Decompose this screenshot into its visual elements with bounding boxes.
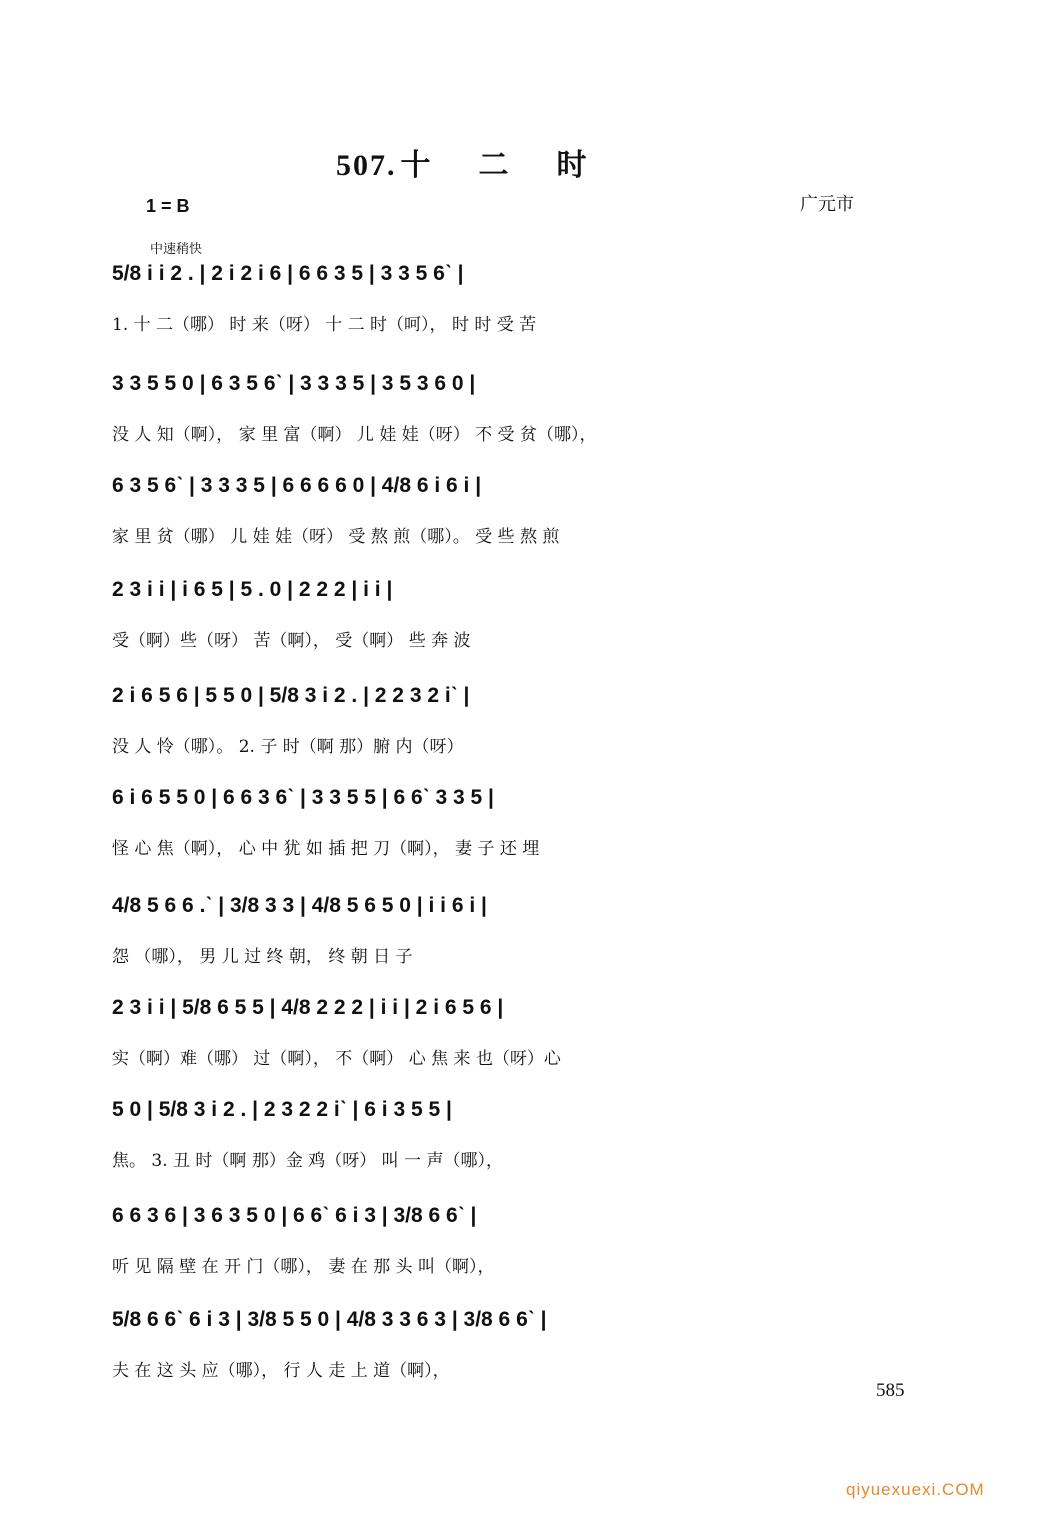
music-system [112,684,912,784]
music-system [112,474,912,574]
music-system [112,996,912,1096]
lyrics-line: 1. 十 二（哪） 时 来（呀） 十 二 时（呵）， 时 时 受 苦 [112,315,537,335]
notation-line: 5/8 6 6ˋ 6 i 3 | 3/8 5 5 0 | 4/8 3 3 6 3 | 3/8 6 6ˋ | [112,1308,547,1331]
region-label: 广元市 [800,194,854,215]
lyrics-line: 怪 心 焦（啊）， 心 中 犹 如 插 把 刀（啊）， 妻 子 还 埋 [112,839,540,859]
lyrics-line: 焦。 3. 丑 时（啊 那）金 鸡（呀） 叫 一 声（哪）， [112,1151,503,1171]
lyrics-line: 实（啊）难（哪） 过（啊）， 不（啊） 心 焦 来 也（呀）心 [112,1049,561,1069]
key-signature: 1 = B [146,196,190,216]
notation-line: 5 0 | 5/8 3 i 2 . | 2 3 2 2 iˋ | 6 i 3 5 5 | [112,1098,452,1121]
notation-line: 6 6 3 6 | 3 6 3 5 0 | 6 6ˋ 6 i 3 | 3/8 6 6ˋ | [112,1204,477,1227]
title-char: 二 [478,148,511,183]
notation-line: 5/8 i i 2 . | 2 i 2 i 6 | 6 6 3 5 | 3 3 5 6ˋ | [112,262,464,285]
lyrics-line: 听 见 隔 壁 在 开 门（哪）， 妻 在 那 头 叫（啊）， [112,1257,495,1277]
music-system [112,1098,912,1198]
lyrics-line: 夫 在 这 头 应（哪）， 行 人 走 上 道（啊）， [112,1361,450,1381]
song-number: 507. [336,149,397,182]
song-title [336,140,635,184]
title-char: 十 [400,148,433,183]
notation-line: 6 3 5 6ˋ | 3 3 3 5 | 6 6 6 6 0 | 4/8 6 i 6 i | [112,474,482,497]
tempo-marking: 中速稍快 [150,242,203,257]
music-system [112,262,912,362]
lyrics-line: 家 里 贫（哪） 儿 娃 娃（呀） 受 熬 煎（哪）。 受 些 熬 煎 [112,527,560,547]
lyrics-line: 受（啊）些（呀） 苦（啊）， 受（啊） 些 奔 波 [112,631,471,651]
watermark: qiyuexuexi.COM [846,1480,985,1499]
notation-line: 2 i 6 5 6 | 5 5 0 | 5/8 3 i 2 . | 2 2 3 2 iˋ | [112,684,470,707]
notation-line: 6 i 6 5 5 0 | 6 6 3 6ˋ | 3 3 5 5 | 6 6ˋ 3 3 5 | [112,786,494,809]
lyrics-line: 没 人 知（啊）， 家 里 富（啊） 儿 娃 娃（呀） 不 受 贫（哪）， [112,425,597,445]
music-system [112,786,912,886]
lyrics-line: 没 人 怜（哪）。 2. 子 时（啊 那）腑 内（呀） [112,737,464,757]
lyrics-line: 怨 （哪）， 男 儿 过 终 朝， 终 朝 日 子 [112,947,413,967]
title-char: 时 [556,148,589,183]
music-system [112,578,912,678]
page-number: 585 [876,1380,905,1401]
notation-line: 3 3 5 5 0 | 6 3 5 6ˋ | 3 3 3 5 | 3 5 3 6 0 | [112,372,476,395]
notation-line: 2 3 i i | 5/8 6 5 5 | 4/8 2 2 2 | i i | 2 i 6 5 6 | [112,996,504,1019]
music-system [112,894,912,994]
music-system [112,1204,912,1304]
music-system [112,372,912,472]
notation-line: 2 3 i i | i 6 5 | 5 . 0 | 2 2 2 | i i | [112,578,393,601]
music-system [112,1308,912,1408]
notation-line: 4/8 5 6 6 .ˋ | 3/8 3 3 | 4/8 5 6 5 0 | i i 6 i | [112,894,487,917]
